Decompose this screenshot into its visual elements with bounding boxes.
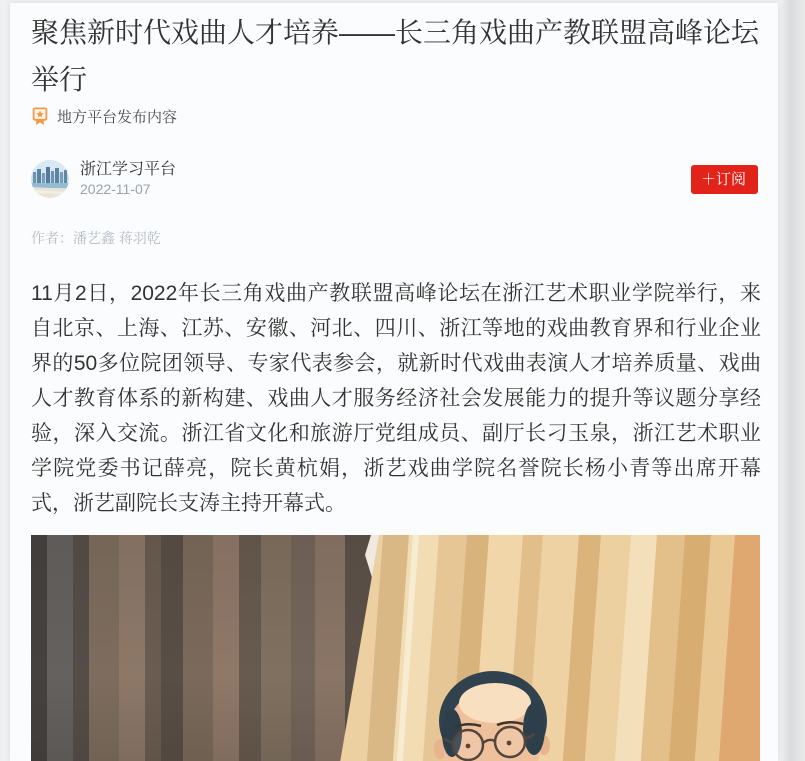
author-line: 作者：潘艺鑫 蒋羽乾 [31, 230, 161, 246]
content-tag [31, 106, 761, 126]
article-card [10, 3, 778, 761]
tag-label: 地方平台发布内容 [57, 108, 178, 126]
page-title: 聚焦新时代戏曲人才培养——长三角戏曲产教联盟高峰论坛举行 [31, 17, 760, 95]
ribbon-badge-icon [31, 107, 49, 126]
publisher-name[interactable]: 浙江学习平台 [80, 161, 177, 178]
article-photo[interactable] [31, 535, 760, 761]
publisher-meta [80, 160, 176, 198]
subscribe-button[interactable]: ＋订阅 [691, 165, 758, 194]
publisher-row [31, 160, 761, 198]
article-paragraph: 11月2日，2022年长三角戏曲产教联盟高峰论坛在浙江艺术职业学院举行，来自北京、上海、江苏、安徽、河北、四川、浙江等地的戏曲教育界和行业企业界的50多位院团领导、专家代表参会，就新时代戏曲表演人才培养质量、戏曲人才教育体系的新构建、戏曲人才服务经济社会发展能力的提升等议题分享经验，深入交流。浙江省文化和旅游厅党组成员、副厅长刁玉泉，浙江艺术职业学院党委书记薛亮，院长黄杭娟，浙艺戏曲学院名誉院长杨小青等出席开幕式，浙艺副院长支涛主持开幕式。 [31, 282, 761, 515]
publisher-avatar[interactable] [31, 160, 69, 198]
publish-date: 2022-11-07 [80, 181, 151, 197]
